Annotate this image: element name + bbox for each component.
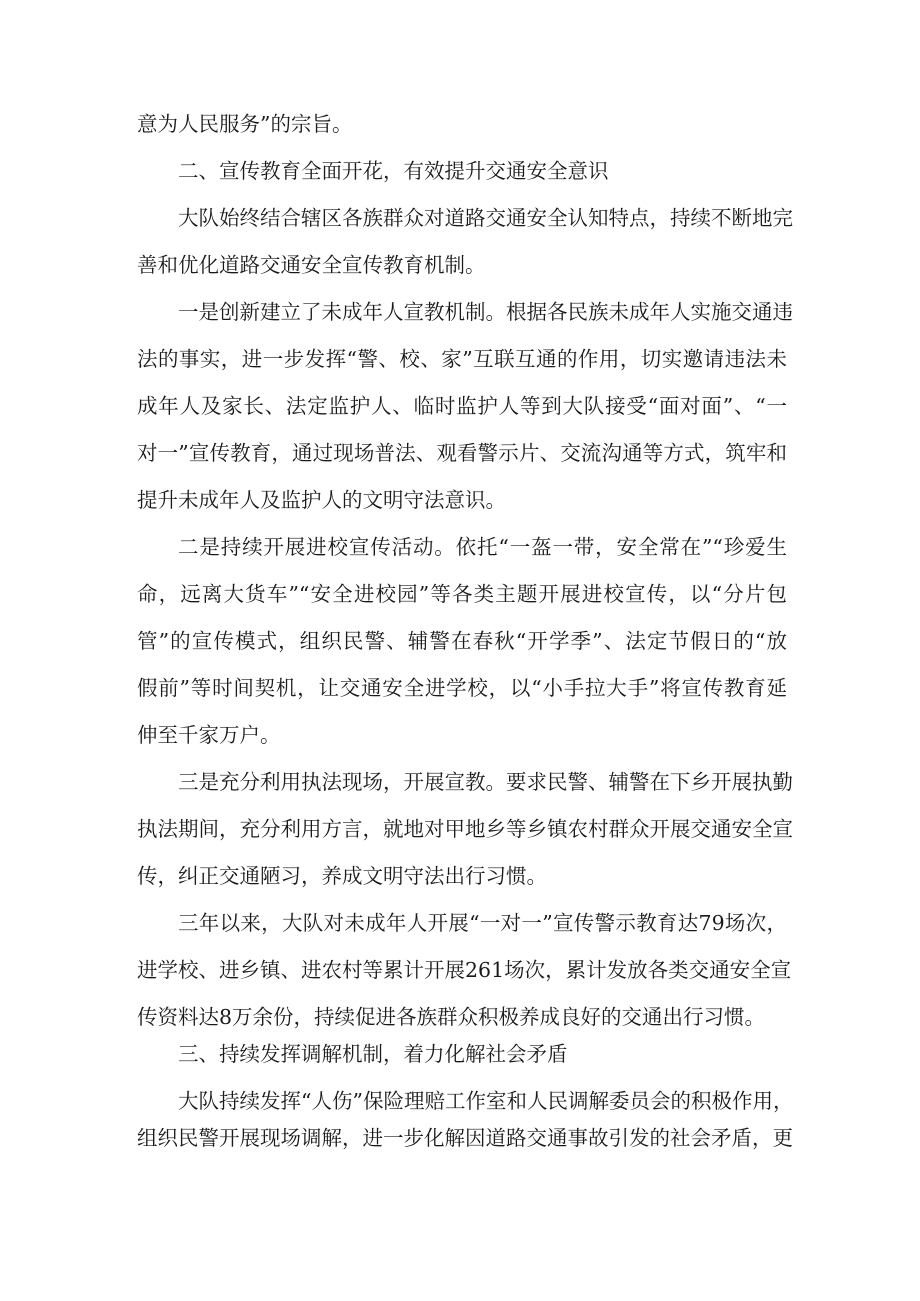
paragraph — [137, 1089, 794, 1151]
section-heading — [137, 1042, 787, 1067]
text-line: 三年以来，大队对未成年人开展“一对一”宣传警示教育达79场次， — [178, 911, 787, 935]
text-line: 法的事实，进一步发挥“警、校、家”互联互通的作用，切实邀请违法未 — [137, 347, 787, 371]
paragraph — [137, 112, 787, 137]
document-body — [137, 112, 794, 1151]
text-line: 假前”等时间契机，让交通安全进学校，以“小手拉大手”将宣传教育延 — [137, 676, 787, 700]
text-line: 对一”宣传教育，通过现场普法、观看警示片、交流沟通等方式，筑牢和 — [137, 441, 787, 465]
text-line: 大队始终结合辖区各族群众对道路交通安全认知特点，持续不断地完 — [178, 206, 793, 230]
text-line: 命，远离大货车”“安全进校园”等各类主题开展进校宣传，以“分片包 — [137, 582, 787, 606]
paragraph — [137, 770, 793, 889]
text-line: 三是充分利用执法现场，开展宣教。要求民警、辅警在下乡开展执勤 — [178, 770, 793, 794]
text-line: 大队持续发挥“人伤”保险理赔工作室和人民调解委员会的积极作用， — [178, 1089, 794, 1113]
text-line: 执法期间，充分利用方言，就地对甲地乡等乡镇农村群众开展交通安全宣 — [137, 817, 793, 841]
text-line: 成年人及家长、法定监护人、临时监护人等到大队接受“面对面”、“一 — [137, 394, 787, 418]
paragraph — [137, 535, 787, 748]
paragraph — [137, 206, 793, 278]
text-line: 二是持续开展进校宣传活动。依托“一盔一带，安全常在”“珍爱生 — [178, 535, 787, 559]
text-line: 善和优化道路交通安全宣传教育机制。 — [137, 253, 486, 277]
paragraph — [137, 911, 792, 1030]
text-line: 意为人民服务”的宗旨。 — [137, 112, 353, 136]
text-line: 组织民警开展现场调解，进一步化解因道路交通事故引发的社会矛盾，更 — [137, 1126, 793, 1150]
text-line: 传资料达8万余份，持续促进各族群众积极养成良好的交通出行习惯。 — [137, 1005, 766, 1029]
text-line: 一是创新建立了未成年人宣教机制。根据各民族未成年人实施交通违 — [178, 300, 793, 324]
text-line: 进学校、进乡镇、进农村等累计开展261场次，累计发放各类交通安全宣 — [137, 958, 792, 982]
text-line: 二、宣传教育全面开花，有效提升交通安全意识 — [178, 159, 609, 183]
text-line: 三、持续发挥调解机制，着力化解社会矛盾 — [178, 1042, 568, 1066]
text-line: 传，纠正交通陋习，养成文明守法出行习惯。 — [137, 864, 547, 888]
paragraph — [137, 300, 793, 513]
text-line: 伸至千家万户。 — [137, 723, 281, 747]
text-line: 管”的宣传模式，组织民警、辅警在春秋“开学季”、法定节假日的“放 — [137, 629, 787, 653]
text-line: 提升未成年人及监护人的文明守法意识。 — [137, 488, 506, 512]
section-heading — [137, 159, 787, 184]
